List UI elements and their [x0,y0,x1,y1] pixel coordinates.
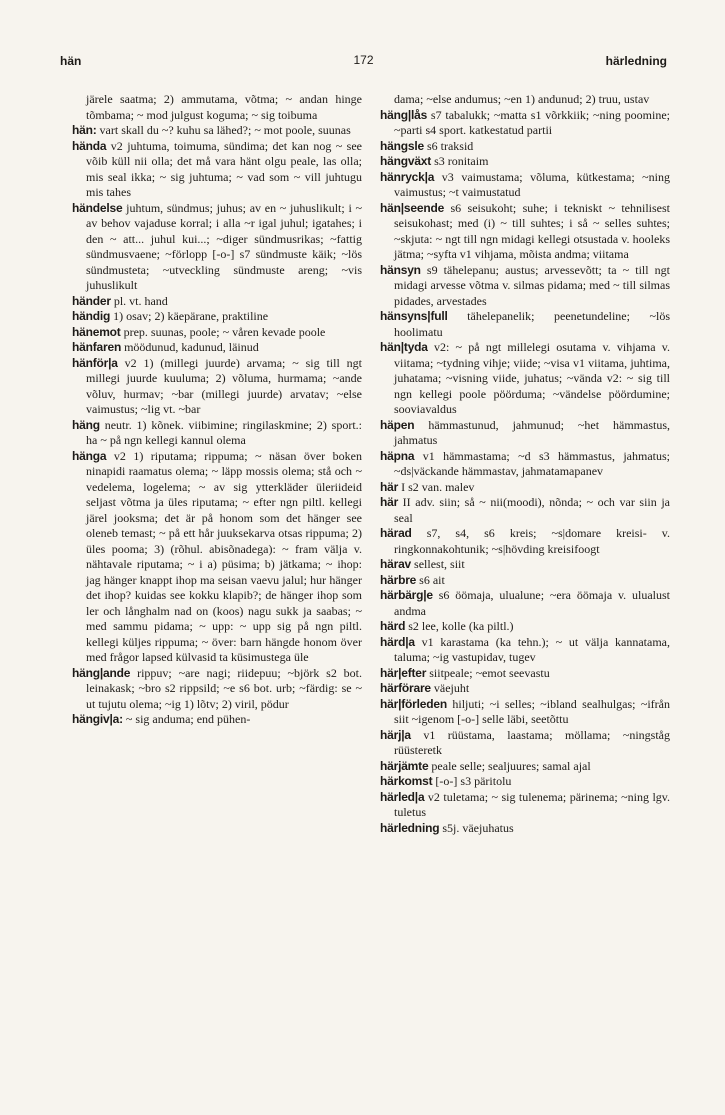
headword: härd [380,619,406,633]
headword: hängiv|a: [72,712,123,726]
entry-definition: vart skall du ~? kuhu sa lähed?; ~ mot poole, suunas [99,123,351,137]
dictionary-entry [72,340,362,356]
dictionary-entry [380,263,670,310]
dictionary-entry [72,139,362,201]
entry-definition: s6 seisukoht; suhe; i tekniskt ~ tehnilisest seisukohast; med (i) ~ till suhtes; i så ~ selles suhtes; ~skjuta: ~ ngt till ngn midagi kellegi otsustada v. hooleks jätma; ~syfta v1 vihjama, mõista andma; viitama [394,200,671,261]
headword: härad [380,526,412,540]
headword: hänemot [72,324,121,339]
entry-definition: s7 tabalukk; ~matta s1 võrkkiik; ~ning poomine; ~parti s4 sport. katkestatud partii [394,107,671,137]
entry-definition: [-o-] s3 päritolu [435,774,512,788]
dictionary-entry [380,774,670,790]
dictionary-entry [380,170,670,201]
entry-definition: ~ sig anduma; end pühen- [125,712,251,726]
right-column [380,92,670,1092]
entry-definition: hämmastunud, jahmunud; ~het hämmastus, jahmatus [394,417,670,447]
dictionary-entry [380,619,670,635]
dictionary-entry [380,139,670,155]
dictionary-entry [72,201,362,294]
dictionary-entry [380,666,670,682]
headword: hänga [72,448,107,463]
headword: häpen [380,417,415,432]
headword: hänfaren [72,340,122,354]
entry-definition: v2 1) (millegi juurde) arvama; ~ sig till ngt millegi juurde kuuluma; 2) võluma, hurmama; ~ande võluv, hurmav; ~bar (millegi juurde) arvatav; ~else vaimustus; ~lig vt. ~bar [86,355,363,416]
headword: hän|seende [380,200,445,215]
headword: härjämte [380,758,429,773]
header-guide-word-left: hän [60,54,82,68]
entry-definition: s2 lee, kolle (ka piltl.) [408,619,514,633]
entry-definition: s3 ronitaim [434,154,489,168]
dictionary-entry [380,697,670,728]
entry-definition: v2 tuletama; ~ sig tulenema; pärinema; ~ning lgv. tuletus [394,789,670,819]
entry-definition: s7, s4, s6 kreis; ~s|domare kreisi- v. ringkonnakohtunik; ~s|hövding kreisifoogt [394,526,670,556]
headword: härled|a [380,789,425,804]
dictionary-entry [380,449,670,480]
entry-definition: 1) osav; 2) käepärane, praktiline [113,309,269,323]
dictionary-entry [72,309,362,325]
dictionary-entry [72,712,362,728]
dictionary-entry [380,418,670,449]
dictionary-entry [380,154,670,170]
entry-definition: tähelepanelik; peenetundeline; ~lös hoolimatu [394,309,670,339]
entry-definition: s6 öömaja, ulualune; ~era öömaja v. ulualust andma [394,588,671,618]
headword: hän|tyda [380,340,428,354]
headword: här [380,495,399,509]
headword: händelse [72,200,123,215]
entry-continuation [380,92,670,108]
entry-definition: rippuv; ~are nagi; riidepuu; ~björk s2 bot. leinakask; ~bro s2 rippsild; ~e s6 bot. urb; ~färdig: se ~ ut tujutu olema; ~ig 1) lõtv; 2) viril, pödur [86,665,363,711]
entry-definition: siitpeale; ~emot seevastu [429,665,550,680]
headword: härav [380,557,412,571]
headword: hända [72,138,107,153]
headword: härförare [380,681,431,695]
entry-definition: v3 vaimustama; võluma, kütkestama; ~ning vaimustus; ~t vaimustatud [394,169,671,199]
entry-definition: järele saatma; 2) ammutama, võtma; ~ andan hinge tõmbama; ~ mod julgust koguma; ~ sig toibuma [86,92,362,122]
entry-definition: väejuht [433,681,470,695]
headword: hängväxt [380,154,432,168]
dictionary-entry [380,480,670,496]
page-number: 172 [353,53,374,67]
entry-definition: hiljuti; ~i selles; ~ibland sealhulgas; ~ifrån siit ~igenom [-o-] selle läbi, seetõttu [394,696,670,726]
headword: häng|ande [72,665,131,680]
entry-definition: v2 juhtuma, toimuma, sündima; det kan nog ~ see võib küll nii olla; det må vara hänt olgu peale, las olla; mis seal ikka; ~ sig juhtuma; ~ vad som ~ vill juhtugu mis tahes [86,138,363,199]
headword: härj|a [380,727,411,742]
entry-definition: v1 hämmastama; ~d s3 hämmastus, jahmatus; ~ds|väckande hämmastav, jahmatamapanev [394,448,671,478]
entry-definition: sellest, siit [414,557,465,571]
dictionary-entry [72,666,362,713]
entry-continuation [72,92,362,123]
dictionary-entry [380,526,670,557]
entry-definition: s9 tähelepanu; austus; arvessevõtt; ta ~ till ngt midagi arvesse võtma v. silmas pidama; med ~ till silmas pidades, arvestades [394,262,670,308]
headword: hänsyn [380,262,421,277]
entry-definition: s6 ait [419,572,445,587]
entry-definition: v2: ~ på ngt millelegi osutama v. vihjama v. viitama; ~tydning vihje; viide; ~visa v1 viitama, juhtima, juhatama; ~visning viide, juhatus; ~vända v2: ~ sig till ngn kellegi poole pöörduma; ~vändelse pöördumine; sooviavaldus [394,340,671,416]
headword: hängsle [380,138,424,153]
dictionary-entry [72,294,362,310]
text-columns [72,92,670,1092]
left-column [72,92,362,1092]
page-header [60,50,667,72]
headword: hänför|a [72,355,118,370]
dictionary-entry [380,557,670,573]
headword: hän: [72,123,97,137]
headword: här|förleden [380,696,447,711]
dictionary-entry [380,309,670,340]
headword: hänryck|a [380,169,435,184]
headword: härledning [380,820,440,835]
headword: härbärg|e [380,588,433,602]
dictionary-entry [72,123,362,139]
dictionary-entry [380,759,670,775]
dictionary-entry [380,728,670,759]
headword: här|efter [380,665,427,680]
headword: häng [72,417,100,432]
dictionary-entry [380,340,670,418]
entry-definition: s6 traksid [426,138,474,153]
entry-definition: pl. vt. hand [113,293,168,308]
entry-definition: v2 1) riputama; rippuma; ~ näsan över boken ninapidi raamatus olema; ~ läpp mossis olema; stå och ~ vedelema, logelema; ~ av sig ytterkläder üleriideid seljast võtma ja üles riputama; ~ efter ngn piltl. kellegi järel jooksma; det är på honom som det hänger see oleneb temast; ~ på ett hår juuksekarva otsas rippuma; 2) üles pooma; 3) (rõhul. abisõnadega): ~ fram välja v. nähtavale riputama; ~ i a) püsima; b) jätkama; ~ ihop: jag hänger knappt ihop ma seisan vaevu jalul; hur hänger det ihop? kuidas see kokku klapib?; de hänger ihop som ler och långhalm nad on (koos) nagu sukk ja saabas; ~ med sammu pidama; ~ upp: ~ upp sig på ngn piltl. kellegi küljes rippuma; ~ över: barn hängde honom över med frågor lapsed külvasid ta küsimustega üle [86,448,362,664]
dictionary-entry [380,588,670,619]
dictionary-entry [380,573,670,589]
entry-definition: I s2 van. malev [401,479,475,494]
headword: häng|lås [380,107,428,122]
dictionary-entry [380,495,670,526]
dictionary-entry [380,108,670,139]
headword: händig [72,309,111,323]
dictionary-entry [380,790,670,821]
headword: händer [72,293,111,308]
header-guide-word-right: härledning [605,54,667,68]
headword: hänsyns|full [380,309,448,323]
entry-definition: möödunud, kadunud, läinud [124,340,259,354]
dictionary-entry [380,681,670,697]
headword: här [380,479,399,494]
dictionary-entry [72,356,362,418]
dictionary-entry [72,325,362,341]
entry-definition: prep. suunas, poole; ~ våren kevade poole [123,324,326,339]
entry-definition: v1 karastama (ka tehn.); ~ ut välja kannatama, taluma; ~ig vastupidav, tugev [394,634,670,664]
entry-definition: neutr. 1) kõnek. viibimine; ringilaskmine; 2) sport.: ha ~ på ngn kellegi kannul olema [86,417,362,447]
dictionary-entry [380,821,670,837]
headword: härkomst [380,774,433,788]
entry-definition: s5j. väejuhatus [442,820,514,835]
entry-definition: II adv. siin; så ~ nii(moodi), nõnda; ~ och var siin ja seal [394,495,671,525]
entry-definition: juhtum, sündmus; juhus; av en ~ juhuslikult; i ~ av behov vajaduse korral; i alla ~r igal juhul; igatahes; i den ~ att... juhul kui...; ~diger sündmusrikas; ~fattig sündmusvaene; ~förlopp [-o-] s7 sündmuste käik; ~lös sündmusteta; ~utveckling sündmuste areng; ~vis juhuslikult [86,200,362,292]
entry-definition: dama; ~else andumus; ~en 1) andunud; 2) truu, ustav [394,92,650,106]
headword: häpna [380,448,415,463]
dictionary-entry [380,635,670,666]
dictionary-entry [380,201,670,263]
headword: härbre [380,572,417,587]
entry-definition: v1 rüüstama, laastama; möllama; ~ningståg rüüsteretk [394,727,671,757]
headword: härd|a [380,634,415,649]
entry-definition: peale selle; sealjuures; samal ajal [431,758,591,773]
dictionary-entry [72,418,362,449]
dictionary-entry [72,449,362,666]
